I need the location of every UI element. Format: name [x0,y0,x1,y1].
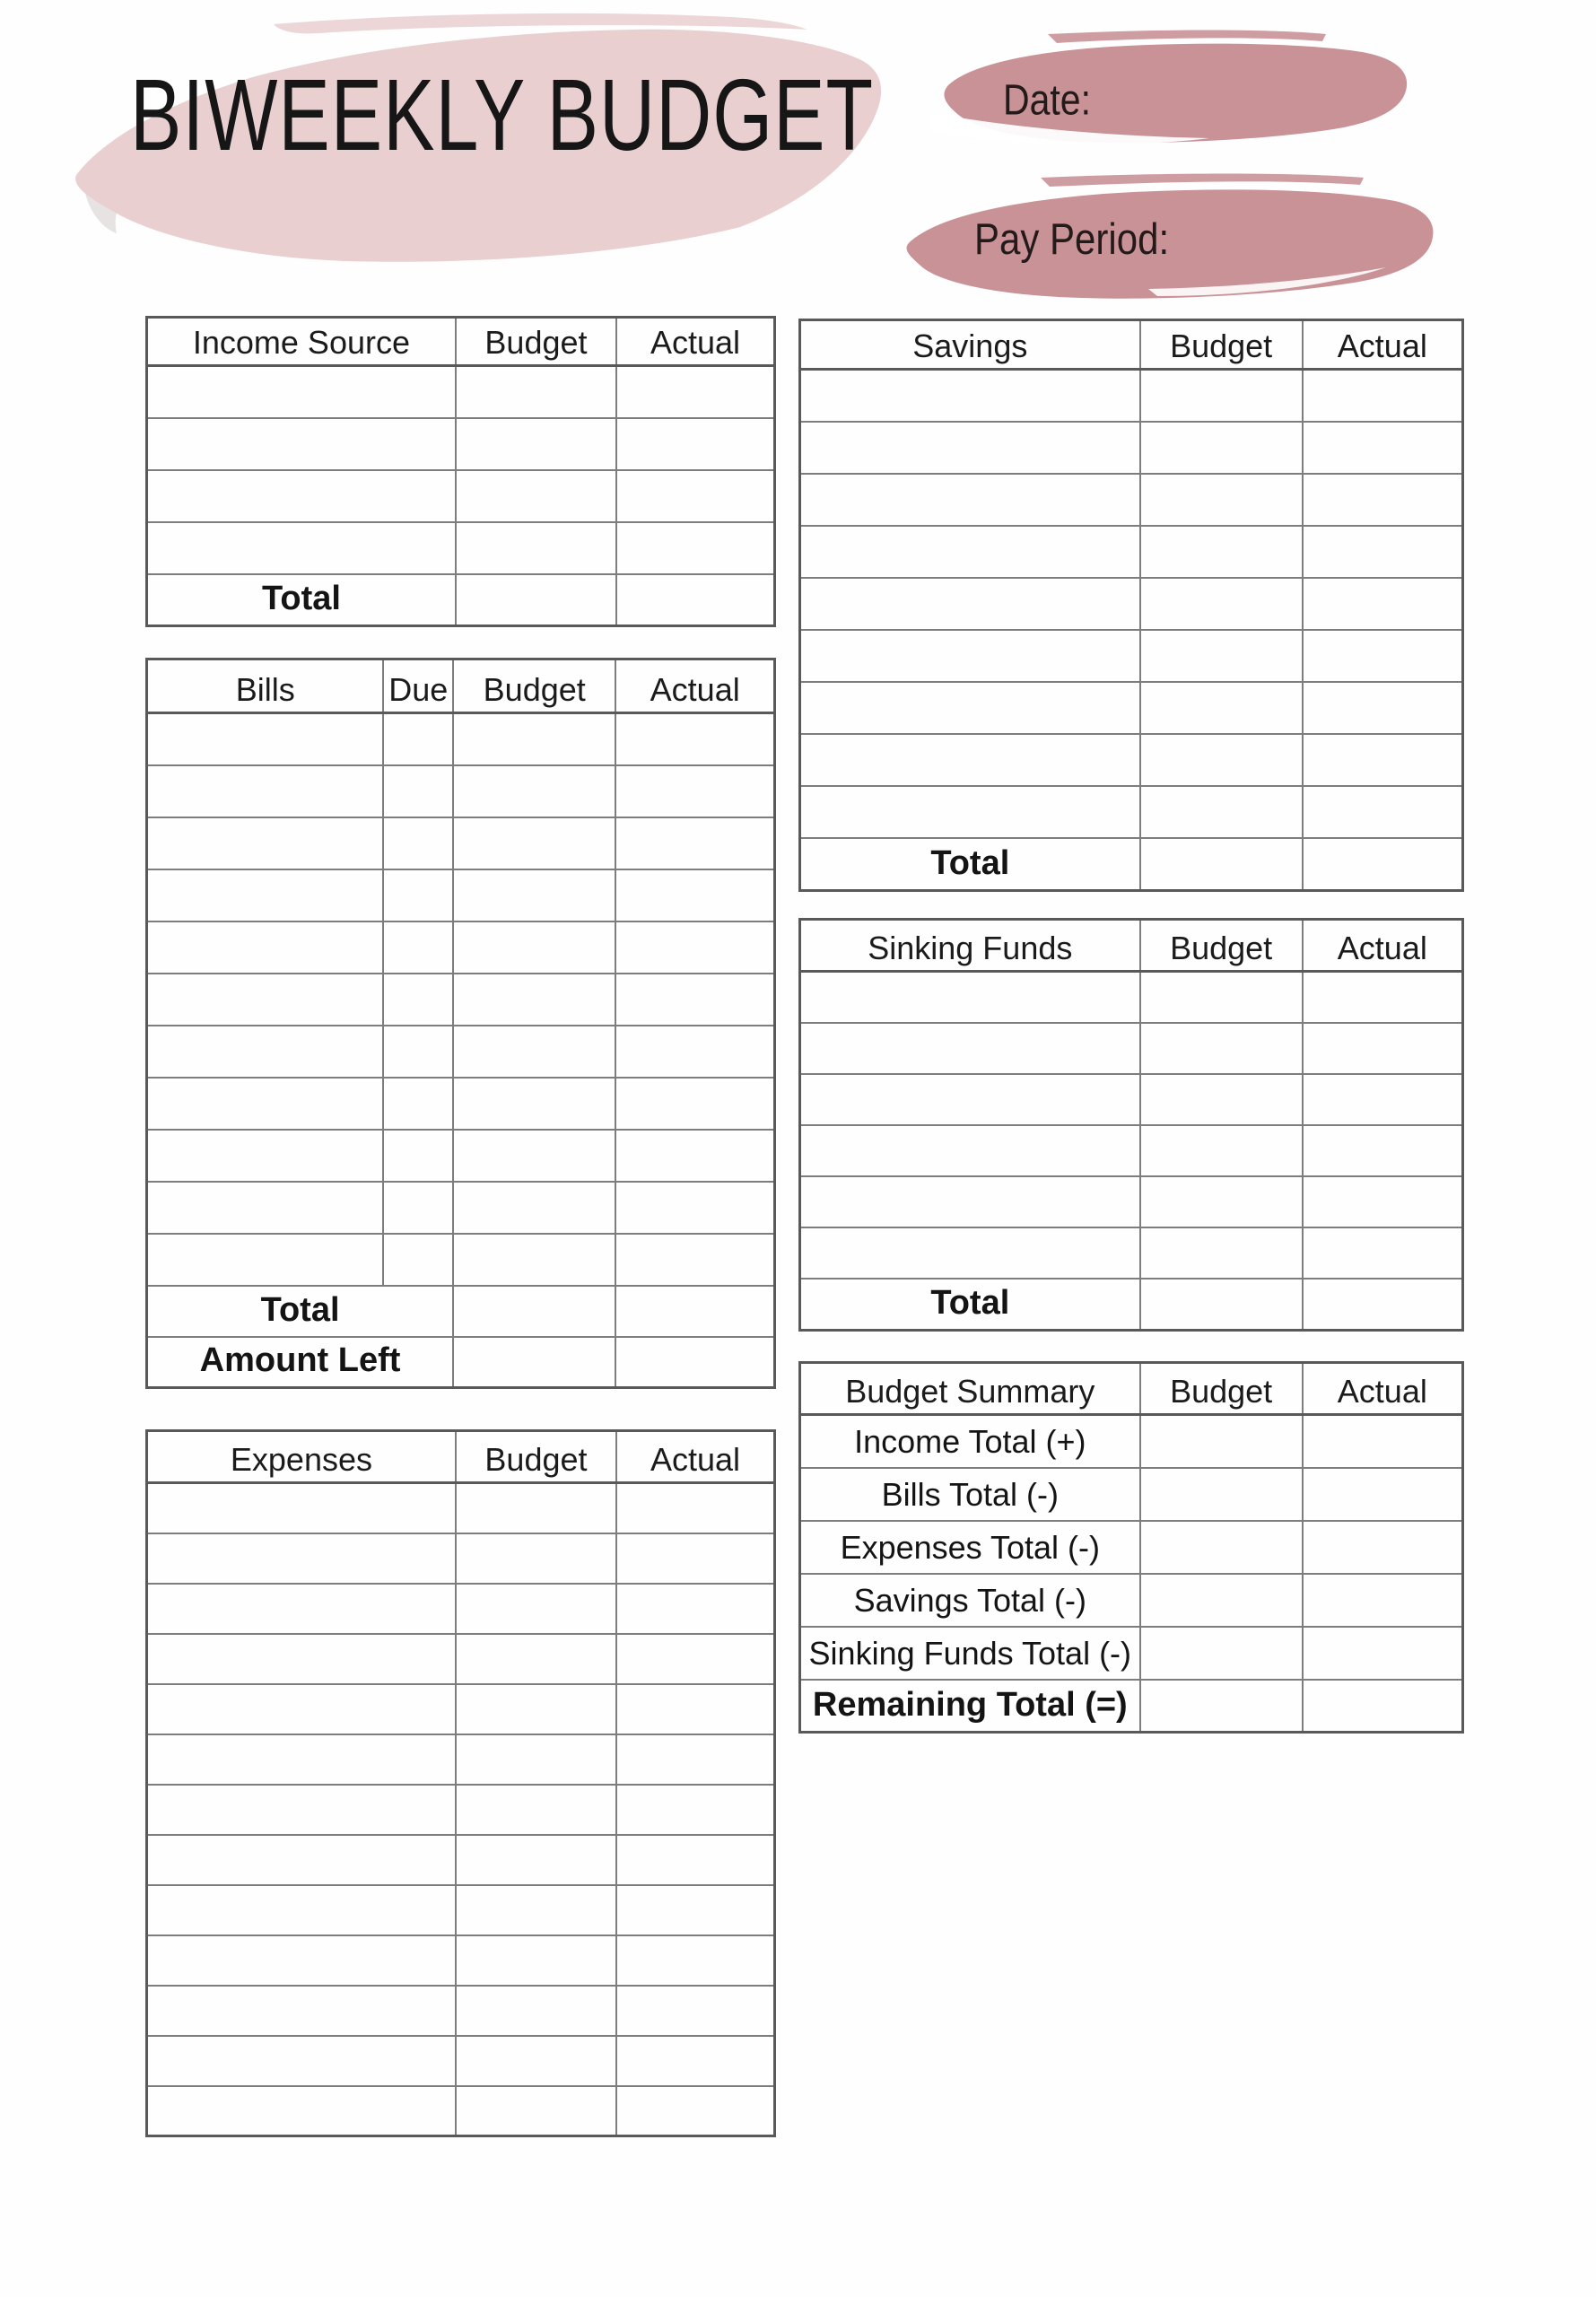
table-row [147,1684,775,1734]
empty-cell [147,418,456,470]
empty-cell [615,869,774,921]
table-row [147,1785,775,1835]
header-row [800,320,1463,370]
bills-table [145,658,776,1389]
empty-cell [453,713,615,765]
empty-cell [1303,474,1463,526]
empty-cell [453,1026,615,1078]
empty-cell [616,1885,774,1935]
col-header-budget: Budget [456,1431,616,1483]
empty-cell [453,1182,615,1234]
empty-cell [147,470,456,522]
empty-cell [1140,1227,1303,1279]
empty-cell [800,786,1140,838]
empty-cell [616,574,774,626]
col-header-expenses: Expenses [147,1431,456,1483]
table-row [800,786,1463,838]
empty-cell [616,1734,774,1785]
empty-cell [147,765,384,817]
empty-cell [616,522,774,574]
col-header-due: Due [383,659,453,713]
empty-cell [616,366,774,418]
empty-cell [1303,1468,1463,1521]
empty-cell [453,974,615,1026]
empty-cell [147,921,384,974]
empty-cell [616,1533,774,1584]
table-row [800,1176,1463,1227]
empty-cell [1303,972,1463,1023]
empty-cell [147,522,456,574]
empty-cell [147,366,456,418]
empty-cell [1303,1627,1463,1680]
empty-cell [147,1483,456,1533]
empty-cell [1303,1074,1463,1125]
table-row [147,1286,775,1337]
empty-cell [383,1026,453,1078]
header-row [147,318,775,366]
table-row [800,1125,1463,1176]
empty-cell [1140,578,1303,630]
empty-cell [1303,370,1463,422]
summary-row-label: Savings Total (-) [800,1574,1140,1627]
table-row [800,578,1463,630]
col-header-sinking-funds: Sinking Funds [800,920,1140,972]
empty-cell [383,1234,453,1286]
table-row [800,838,1463,891]
empty-cell [615,1234,774,1286]
empty-cell [800,526,1140,578]
col-header-actual: Actual [1303,1363,1463,1415]
table-row [800,1680,1463,1733]
table-row [800,1279,1463,1331]
empty-cell [616,1935,774,1986]
table-row [800,682,1463,734]
empty-cell [1140,1680,1303,1733]
table-row [800,1227,1463,1279]
header-row [147,1431,775,1483]
col-header-actual: Actual [616,318,774,366]
empty-cell [1303,1680,1463,1733]
empty-cell [1140,1176,1303,1227]
empty-cell [147,1584,456,1634]
empty-cell [453,1078,615,1130]
empty-cell [800,734,1140,786]
summary-table [798,1361,1464,1734]
empty-cell [456,366,616,418]
empty-cell [147,1634,456,1684]
empty-cell [147,817,384,869]
table-row [147,713,775,765]
summary-row-label: Expenses Total (-) [800,1521,1140,1574]
empty-cell [615,713,774,765]
table-row [147,1483,775,1533]
empty-cell [383,713,453,765]
table-row [147,2086,775,2136]
empty-cell [1303,734,1463,786]
table-row [800,1574,1463,1627]
empty-cell [1140,734,1303,786]
table-row [147,817,775,869]
empty-cell [616,1584,774,1634]
empty-cell [800,1176,1140,1227]
empty-cell [800,1227,1140,1279]
table-row [800,734,1463,786]
summary-row-label: Sinking Funds Total (-) [800,1627,1140,1680]
empty-cell [456,1935,616,1986]
table-row [800,1023,1463,1074]
empty-cell [615,765,774,817]
empty-cell [147,974,384,1026]
empty-cell [1303,422,1463,474]
empty-cell [1140,526,1303,578]
table-row [147,765,775,817]
table-row [147,1078,775,1130]
table-row [147,1734,775,1785]
summary-row-label: Remaining Total (=) [800,1680,1140,1733]
empty-cell [383,974,453,1026]
sinking-table [798,918,1464,1332]
empty-cell [616,418,774,470]
empty-cell [456,1885,616,1935]
empty-cell [1140,1521,1303,1574]
empty-cell [616,1684,774,1734]
empty-cell [615,974,774,1026]
empty-cell [1140,1627,1303,1680]
empty-cell [616,1785,774,1835]
col-header-bills: Bills [147,659,384,713]
expenses-table [145,1429,776,2137]
table-row [147,1885,775,1935]
table-row [147,1337,775,1388]
table-row [147,522,775,574]
income-table [145,316,776,627]
empty-cell [615,1337,774,1388]
empty-cell [147,2036,456,2086]
table-row [800,1521,1463,1574]
empty-cell [1140,1125,1303,1176]
table-row [147,1234,775,1286]
page-title: BIWEEKLY BUDGET [130,58,875,173]
empty-cell [147,1026,384,1078]
empty-cell [383,765,453,817]
empty-cell [456,1986,616,2036]
empty-cell [800,474,1140,526]
empty-cell [1140,370,1303,422]
col-header-actual: Actual [616,1431,774,1483]
empty-cell [1303,1279,1463,1331]
empty-cell [383,817,453,869]
empty-cell [1303,1227,1463,1279]
table-row [800,1627,1463,1680]
empty-cell [1303,1574,1463,1627]
empty-cell [615,1026,774,1078]
empty-cell [1303,682,1463,734]
empty-cell [800,630,1140,682]
empty-cell [1303,1023,1463,1074]
empty-cell [453,1337,615,1388]
empty-cell [616,1634,774,1684]
table-row [800,474,1463,526]
empty-cell [800,682,1140,734]
table-row [147,1584,775,1634]
empty-cell [456,1483,616,1533]
empty-cell [800,370,1140,422]
empty-cell [615,1078,774,1130]
empty-cell [616,1986,774,2036]
table-row [147,1026,775,1078]
empty-cell [1140,1023,1303,1074]
empty-cell [615,817,774,869]
col-header-actual: Actual [615,659,774,713]
empty-cell [800,1074,1140,1125]
empty-cell [616,2036,774,2086]
table-row [800,1074,1463,1125]
empty-cell [1303,1415,1463,1468]
col-header-actual: Actual [1303,320,1463,370]
col-header-savings: Savings [800,320,1140,370]
empty-cell [147,1533,456,1584]
empty-cell [453,921,615,974]
empty-cell [456,470,616,522]
empty-cell [147,1835,456,1885]
table-row [147,470,775,522]
empty-cell [456,1785,616,1835]
empty-cell [615,921,774,974]
table-row [147,574,775,626]
empty-cell [616,2086,774,2136]
col-header-budget: Budget [1140,1363,1303,1415]
empty-cell [1303,578,1463,630]
empty-cell [383,1130,453,1182]
empty-cell [616,1835,774,1885]
empty-cell [147,1885,456,1935]
empty-cell [383,1078,453,1130]
empty-cell [456,574,616,626]
empty-cell [147,1234,384,1286]
table-row [147,2036,775,2086]
total-label-cell: Total [147,574,456,626]
empty-cell [800,422,1140,474]
empty-cell [456,1684,616,1734]
empty-cell [147,1078,384,1130]
date-label: Date: [1003,75,1091,125]
table-row [800,526,1463,578]
empty-cell [1140,972,1303,1023]
savings-table [798,319,1464,892]
empty-cell [456,1835,616,1885]
empty-cell [453,1130,615,1182]
empty-cell [383,1182,453,1234]
empty-cell [147,869,384,921]
empty-cell [1140,1468,1303,1521]
empty-cell [147,1734,456,1785]
empty-cell [147,1182,384,1234]
empty-cell [1303,526,1463,578]
col-header-budget: Budget [453,659,615,713]
empty-cell [147,1935,456,1986]
table-row [147,1634,775,1684]
empty-cell [1140,786,1303,838]
table-row [800,1468,1463,1521]
table-row [147,869,775,921]
empty-cell [800,1023,1140,1074]
empty-cell [1140,474,1303,526]
empty-cell [453,765,615,817]
pay-period-label: Pay Period: [974,214,1170,264]
empty-cell [800,972,1140,1023]
empty-cell [383,921,453,974]
table-row [147,1935,775,1986]
empty-cell [1303,786,1463,838]
empty-cell [453,869,615,921]
empty-cell [456,418,616,470]
empty-cell [615,1130,774,1182]
table-row [800,630,1463,682]
table-row [800,972,1463,1023]
total-label-cell: Total [147,1286,454,1337]
empty-cell [1140,630,1303,682]
empty-cell [1140,838,1303,891]
empty-cell [456,1533,616,1584]
table-row [147,1182,775,1234]
empty-cell [147,1684,456,1734]
table-row [147,1533,775,1584]
total-label-cell: Total [800,838,1140,891]
total-label-cell: Amount Left [147,1337,454,1388]
empty-cell [1303,1521,1463,1574]
total-label-cell: Total [800,1279,1140,1331]
table-row [147,921,775,974]
empty-cell [456,2036,616,2086]
col-header-budget: Budget [1140,920,1303,972]
empty-cell [147,1785,456,1835]
empty-cell [1140,682,1303,734]
empty-cell [1140,1074,1303,1125]
empty-cell [456,2086,616,2136]
col-header-budget: Budget [1140,320,1303,370]
empty-cell [383,869,453,921]
summary-row-label: Income Total (+) [800,1415,1140,1468]
empty-cell [1303,1125,1463,1176]
header-row [147,659,775,713]
empty-cell [456,522,616,574]
empty-cell [147,2086,456,2136]
empty-cell [800,578,1140,630]
empty-cell [147,1986,456,2036]
table-row [147,974,775,1026]
empty-cell [1303,630,1463,682]
table-row [147,1986,775,2036]
empty-cell [1140,1415,1303,1468]
empty-cell [147,713,384,765]
header-row [800,920,1463,972]
empty-cell [616,470,774,522]
table-row [147,418,775,470]
empty-cell [616,1483,774,1533]
empty-cell [1303,1176,1463,1227]
empty-cell [147,1130,384,1182]
empty-cell [1303,838,1463,891]
empty-cell [1140,422,1303,474]
empty-cell [453,817,615,869]
empty-cell [453,1234,615,1286]
empty-cell [453,1286,615,1337]
empty-cell [1140,1574,1303,1627]
col-header-budget: Budget [456,318,616,366]
empty-cell [1140,1279,1303,1331]
col-header-income-source: Income Source [147,318,456,366]
empty-cell [800,1125,1140,1176]
empty-cell [456,1734,616,1785]
empty-cell [456,1584,616,1634]
summary-row-label: Bills Total (-) [800,1468,1140,1521]
empty-cell [615,1182,774,1234]
table-row [147,1130,775,1182]
col-header-budget-summary: Budget Summary [800,1363,1140,1415]
empty-cell [456,1634,616,1684]
table-row [800,422,1463,474]
table-row [147,366,775,418]
table-row [800,1415,1463,1468]
empty-cell [615,1286,774,1337]
table-row [800,370,1463,422]
col-header-actual: Actual [1303,920,1463,972]
header-row [800,1363,1463,1415]
table-row [147,1835,775,1885]
